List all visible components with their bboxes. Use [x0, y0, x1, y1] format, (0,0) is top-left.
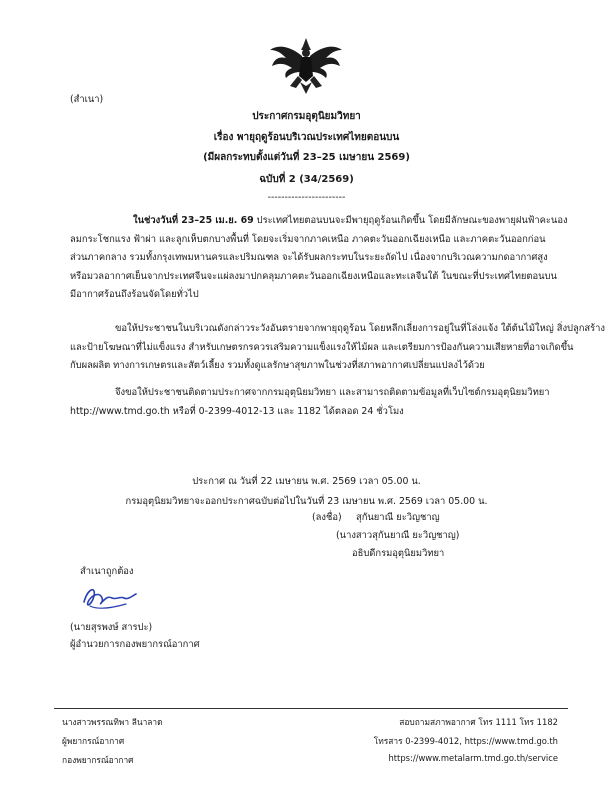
effective-dates: (มีผลกระทบตั้งแต่วันที่ 23–25 เมษายน 2569) — [203, 152, 410, 163]
separator: ----------------------- — [267, 192, 346, 203]
signed-label: (ลงชื่อ) — [312, 512, 342, 523]
signed-name: สุกันยาณี ยะวิญชาญ — [356, 512, 440, 523]
footer-left-line-1: นางสาวพรรณทิพา ลีนาลาด — [62, 717, 163, 727]
next-issue-notice: กรมอุตุนิยมวิทยาจะออกประกาศฉบับต่อไปในวันที่ 23 เมษายน พ.ศ. 2569 เวลา 05.00 น. — [125, 496, 488, 507]
certifier-name: (นายสุรพงษ์ สารปะ) — [70, 622, 153, 633]
paragraph-3 — [70, 384, 560, 421]
footer-right-line-1: สอบถามสภาพอากาศ โทร 1111 โทร 1182 — [399, 717, 558, 727]
paragraph-1-line-2: ลมกระโชกแรง ฟ้าผ่า และลูกเห็บตกบางพื้นที่ โดยจะเริ่มจากภาคเหนือ ภาคตะวันออกเฉียงเหนือ และภาคตะวันออกก่อน — [70, 233, 546, 245]
footer-divider — [54, 708, 568, 709]
footer-right-line-3: https://www.metalarm.tmd.go.th/service — [388, 753, 558, 763]
certifier-position: ผู้อำนวยการกองพยากรณ์อากาศ — [70, 639, 200, 650]
copy-label: (สำเนา) — [70, 94, 104, 105]
certified-label: สำเนาถูกต้อง — [80, 566, 134, 577]
handwritten-signature — [78, 582, 138, 614]
signer-full-name: (นางสาวสุกันยาณี ยะวิญชาญ) — [336, 530, 460, 541]
signer-position: อธิบดีกรมอุตุนิยมวิทยา — [352, 548, 445, 559]
paragraph-3-line-2: http://www.tmd.go.th หรือที่ 0-2399-4012-13 และ 1182 ได้ตลอด 24 ชั่วโมง — [70, 405, 404, 417]
paragraph-1-line-4: หรือมวลอากาศเย็นจากประเทศจีนจะแผ่ลงมาปกคลุมภาคตะวันออกเฉียงเหนือและทะเลจีนใต้ ในขณะที่ประเทศไทยตอนบน — [70, 270, 557, 282]
paragraph-1-lead: ในช่วงวันที่ 23–25 เม.ย. 69 — [133, 215, 254, 226]
paragraph-2 — [70, 320, 606, 376]
garuda-emblem-icon — [268, 36, 344, 96]
paragraph-1-line-1-rest: ประเทศไทยตอนบนจะมีพายุฤดูร้อนเกิดขึ้น โดยมีลักษณะของพายุฝนฟ้าคะนอง — [256, 215, 568, 226]
footer-left-line-2: ผู้พยากรณ์อากาศ — [62, 736, 125, 746]
announced-date: ประกาศ ณ วันที่ 22 เมษายน พ.ศ. 2569 เวลา 05.00 น. — [192, 476, 421, 487]
signature-icon — [78, 582, 138, 614]
issue-number: ฉบับที่ 2 (34/2569) — [259, 174, 354, 185]
page-title: ประกาศกรมอุตุนิยมวิทยา — [252, 111, 361, 122]
paragraph-1 — [70, 212, 568, 305]
footer-right-line-2: โทรสาร 0-2399-4012, https://www.tmd.go.th — [373, 736, 558, 746]
paragraph-2-line-2: และป้ายโฆษณาที่ไม่แข็งแรง สำหรับเกษตรกรควรเสริมความแข็งแรงให้ไม้ผล และเตรียมการป้องกันความเสียหายที่อาจเกิดขึ้น — [70, 341, 574, 353]
paragraph-1-line-1 — [70, 212, 568, 231]
garuda-emblem — [268, 36, 344, 96]
paragraph-2-line-3: กับผลผลิต ทางการเกษตรและสัตว์เลี้ยง รวมทั้งดูแลรักษาสุขภาพในช่วงที่สภาพอากาศเปลี่ยนแปลงไว้ด้วย — [70, 360, 485, 372]
paragraph-1-line-5: มีอากาศร้อนถึงร้อนจัดโดยทั่วไป — [70, 289, 199, 301]
subject: เรื่อง พายุฤดูร้อนบริเวณประเทศไทยตอนบน — [213, 132, 400, 143]
paragraph-2-line-1: ขอให้ประชาชนในบริเวณดังกล่าวระวังอันตรายจากพายุฤดูร้อน โดยหลีกเลี่ยงการอยู่ในที่โล่งแจ้ง ใต้ต้นไม้ใหญ่ สิ่งปลูกสร้าง — [115, 323, 606, 334]
paragraph-3-line-1: จึงขอให้ประชาชนติดตามประกาศจากกรมอุตุนิยมวิทยา และสามารถติดตามข้อมูลที่เว็บไซต์กรมอุตุนิยมวิทยา — [115, 387, 550, 398]
footer-left-line-3: กองพยากรณ์อากาศ — [62, 755, 134, 765]
paragraph-1-line-3: ส่วนภาคกลาง รวมทั้งกรุงเทพมหานครและปริมณฑล จะได้รับผลกระทบในระยะถัดไป เนื่องจากบริเวณความกดอากาศสูง — [70, 252, 548, 264]
